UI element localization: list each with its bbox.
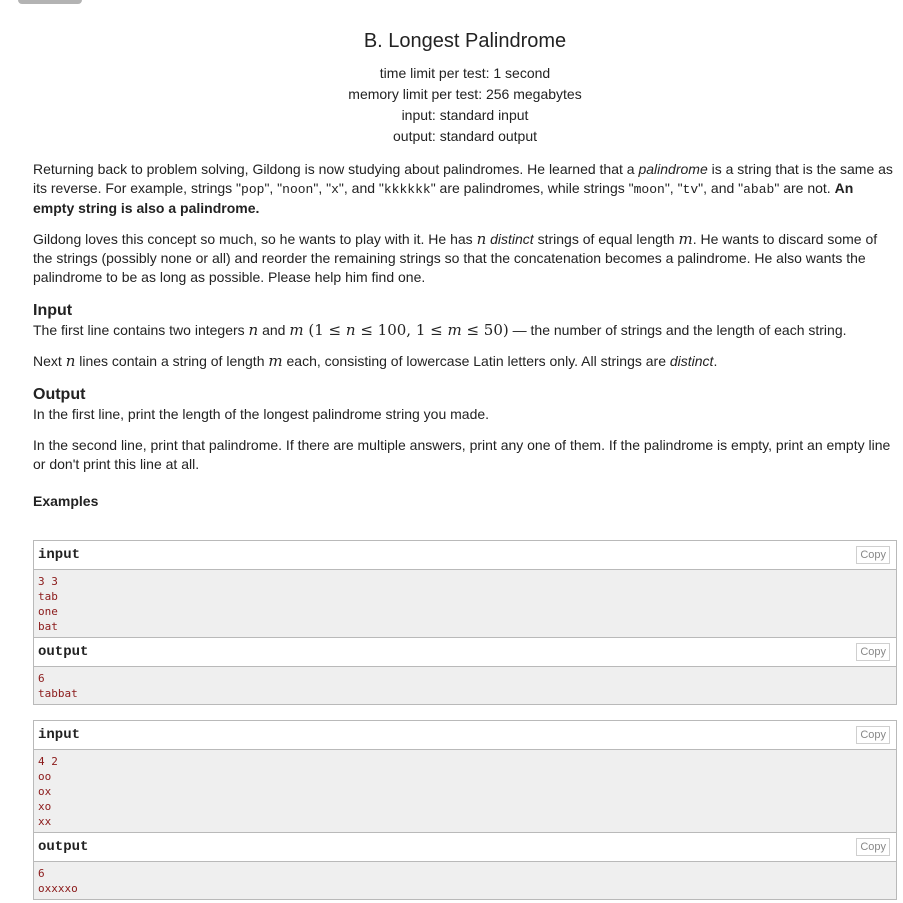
statement-paragraph-1: Returning back to problem solving, Gildong is now studying about palindromes. He learned that a palindrome is a string that is the same as its reverse. For example, strings "pop", "noon", "x", and "kkkkkk" are palindromes, while strings "moon", "tv", and "abab" are not. An empty string is also a palindrome. bbox=[33, 161, 893, 216]
example-output-body bbox=[34, 667, 896, 704]
input-line: 4 2 bbox=[38, 755, 58, 768]
output-line: 6 bbox=[38, 867, 45, 880]
input-line: xx bbox=[38, 815, 52, 828]
examples-title: Examples bbox=[33, 493, 99, 509]
example-2 bbox=[33, 720, 897, 900]
input-paragraph-1: The first line contains two integers n and m (1 ≤ n ≤ 100, 1 ≤ m ≤ 50) — the number of strings and the length of each string. bbox=[33, 321, 847, 339]
example-input-body bbox=[34, 750, 896, 833]
input-line: oo bbox=[38, 770, 52, 783]
input-line: 3 3 bbox=[38, 575, 58, 588]
input-paragraph-2: Next n lines contain a string of length m each, consisting of lowercase Latin letters only. All strings are distinct. bbox=[33, 352, 718, 370]
statement-paragraph-2: Gildong loves this concept so much, so he wants to play with it. He has n distinct strings of equal length m. He wants to discard some of the strings (possibly none or all) and reorder the remaining strings so that the concatenation becomes a palindrome. He also wants the palindrome to be as long as possible. Please help him find one. bbox=[33, 230, 878, 285]
problem-statement bbox=[33, 160, 897, 511]
input-line: one bbox=[38, 605, 58, 618]
input-file: input: standard input bbox=[401, 107, 529, 123]
input-line: tab bbox=[38, 590, 58, 603]
copy-button[interactable]: Copy bbox=[856, 643, 890, 661]
output-paragraph-1: In the first line, print the length of the longest palindrome string you made. bbox=[33, 406, 490, 422]
example-input-header: input Copy bbox=[34, 721, 896, 750]
copy-button[interactable]: Copy bbox=[856, 726, 890, 744]
input-line: ox bbox=[38, 785, 52, 798]
problem-header bbox=[0, 30, 903, 147]
copy-button[interactable]: Copy bbox=[856, 838, 890, 856]
output-line: 6 bbox=[38, 672, 45, 685]
example-output-body bbox=[34, 862, 896, 899]
time-limit: time limit per test: 1 second bbox=[379, 65, 551, 81]
memory-limit: memory limit per test: 256 megabytes bbox=[348, 86, 582, 102]
input-line: xo bbox=[38, 800, 52, 813]
output-section-title: Output bbox=[33, 386, 86, 403]
output-file: output: standard output bbox=[393, 128, 537, 144]
output-line: tabbat bbox=[38, 687, 78, 700]
example-input-header: input Copy bbox=[34, 541, 896, 570]
example-output-header: output Copy bbox=[34, 833, 896, 862]
output-paragraph-2: In the second line, print that palindrome. If there are multiple answers, print any one of them. If the palindrome is empty, print an empty line or don't print this line at all. bbox=[33, 437, 891, 472]
problem-title: B. Longest Palindrome bbox=[363, 30, 567, 52]
nav-tab-problem[interactable] bbox=[18, 0, 82, 4]
input-line: bat bbox=[38, 620, 58, 633]
copy-button[interactable]: Copy bbox=[856, 546, 890, 564]
input-section-title: Input bbox=[33, 302, 73, 319]
output-line: oxxxxo bbox=[38, 882, 78, 895]
example-1 bbox=[33, 540, 897, 705]
example-output-header: output Copy bbox=[34, 638, 896, 667]
example-input-body bbox=[34, 570, 896, 638]
